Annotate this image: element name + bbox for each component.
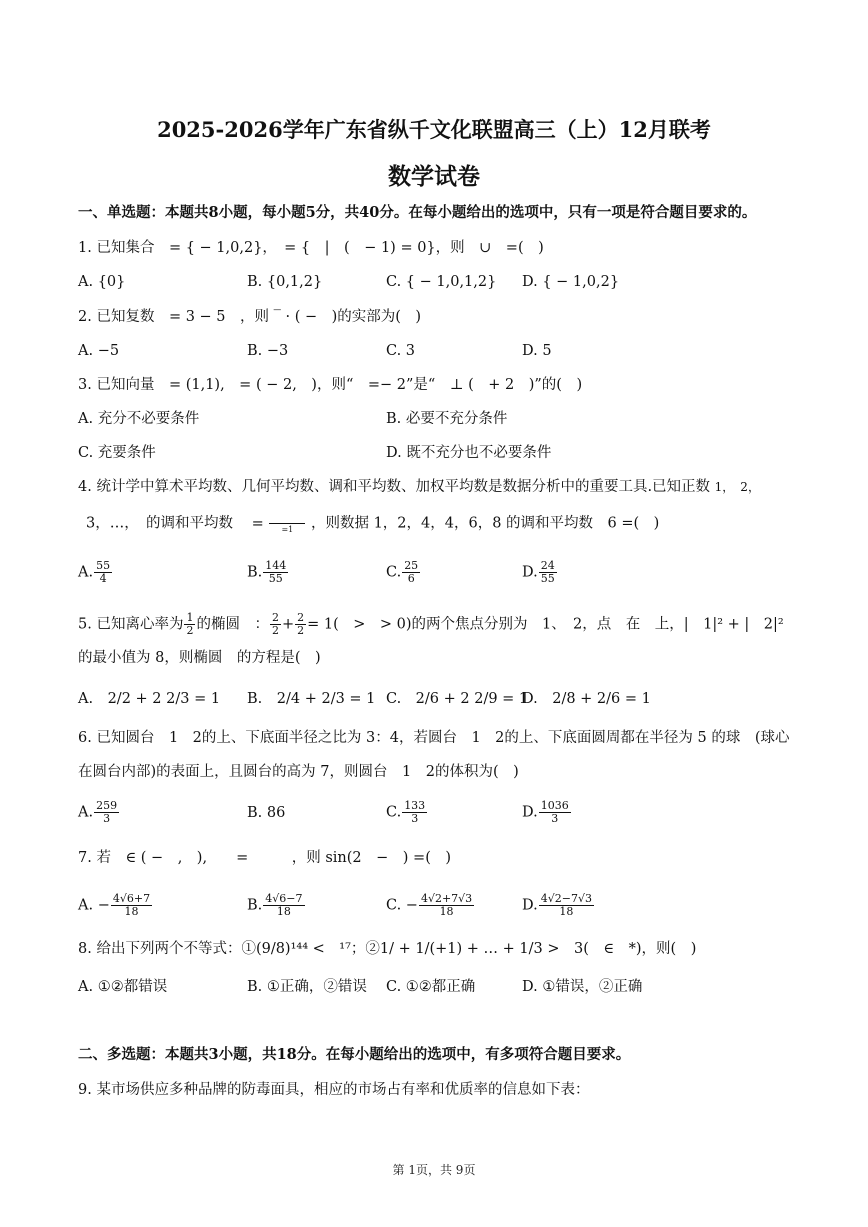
q4-b-num: 144: [265, 559, 287, 572]
question-6-stem-line2: 在圆台内部)的表面上，且圆台的高为 7，则圆台 1 2的体积为( ): [78, 764, 519, 780]
q4-option-b: [247, 560, 289, 585]
question-4-stem-line1: [78, 477, 760, 497]
q1-option-a: A. {0}: [78, 274, 126, 290]
q4-d-den: 55: [540, 572, 555, 585]
q4-b-den: 55: [268, 572, 283, 585]
q6-c-num: 133: [404, 799, 426, 812]
q1-option-c: C. { − 1,0,1,2}: [386, 274, 497, 290]
q4-d-num: 24: [540, 559, 555, 572]
q4-stem-tail: 1， 2，: [714, 480, 760, 494]
q7-c-num: 4√2+7√3: [420, 892, 473, 905]
q3-option-a: A. 充分不必要条件: [78, 411, 200, 427]
question-9-stem: 9. 某市场供应多种品牌的防毒面具，相应的市场占有率和优质率的信息如下表：: [78, 1082, 590, 1098]
question-1-stem: 1. 已知集合 = { − 1,0,2}， = { | ( − 1) = 0}，则 ∪ =( ): [78, 240, 544, 256]
question-5-stem-line2: 的最小值为 8，则椭圆 的方程是( ): [78, 650, 321, 666]
q4-equals: =: [251, 515, 264, 532]
exam-title: 2025-2026学年广东省纵千文化联盟高三（上）12月联考: [157, 117, 711, 142]
q7-b-num: 4√6−7: [265, 892, 303, 905]
q4-option-d: [522, 560, 558, 585]
q7-a-num: 4√6+7: [112, 892, 151, 905]
q6-option-b: B. 86: [247, 805, 286, 821]
q4-option-a: [78, 560, 113, 585]
q7-b-den: 18: [276, 905, 291, 918]
q6-d-num: 1036: [540, 799, 569, 812]
page-footer: 第 1页，共 9页: [392, 1163, 476, 1177]
q4-a-den: 4: [99, 572, 107, 585]
section-multi-choice: 二、多选题：本题共3小题，共18分。在每小题给出的选项中，有多项符合题目要求。: [78, 1046, 631, 1063]
q6-a-num: 259: [96, 799, 118, 812]
q1-option-b: B. {0,1,2}: [247, 274, 323, 290]
question-4-stem-line2: [86, 511, 659, 536]
q7-option-a: [78, 893, 153, 918]
q5-option-d: D. 2/8 + 2/6 = 1: [522, 691, 651, 707]
q5-stem-c: = 1( > > 0)的两个焦点分别为 1、 2，点 在 上，| 1|² + | 2|²: [307, 616, 784, 633]
question-6-stem-line1: 6. 已知圆台 1 2的上、下底面半径之比为 3：4，若圆台 1 2的上、下底面圆周都在半径为 5 的球 (球心: [78, 730, 790, 746]
q6-option-c-label: C.: [386, 804, 402, 821]
q8-option-c: C. ①②都正确: [386, 979, 476, 995]
q7-d-den: 18: [559, 905, 574, 918]
q4-c-num: 25: [404, 559, 419, 572]
q3-option-b: B. 必要不充分条件: [386, 411, 508, 427]
q6-d-den: 3: [551, 812, 559, 825]
q4-stem-text-2a: 3，…， 的调和平均数: [86, 515, 233, 532]
q5-option-c: C. 2/6 + 2 2/9 = 1: [386, 691, 529, 707]
q5-ecc-num: 1: [186, 611, 194, 624]
q8-option-d: D. ①错误，②正确: [522, 979, 643, 995]
q7-a-den: 18: [124, 905, 139, 918]
q5-option-b: B. 2/4 + 2/3 = 1: [247, 691, 376, 707]
q6-option-a: [78, 800, 120, 825]
question-2-stem: 2. 已知复数 = 3 − 5 ，则 ‾ · ( − )的实部为( ): [78, 309, 422, 325]
q4-a-num: 55: [96, 559, 111, 572]
q6-option-a-label: A.: [78, 804, 94, 821]
q1-option-d: D. { − 1,0,2}: [522, 274, 620, 290]
q4-option-b-label: B.: [247, 564, 263, 581]
q4-option-d-label: D.: [522, 564, 538, 581]
q4-option-c: [386, 560, 421, 585]
q3-option-d: D. 既不充分也不必要条件: [386, 445, 552, 461]
question-8-stem: 8. 给出下列两个不等式：①(9/8)¹⁴⁴ < ¹⁷；②1/ + 1/(+1) + … + 1/3 > 3( ∈ *)，则( ): [78, 941, 697, 957]
q5-stem-b: 的椭圆 ：: [196, 616, 269, 633]
q7-option-b: [247, 893, 306, 918]
q7-option-b-label: B.: [247, 897, 263, 914]
question-5-stem-line1: 5. 已知离心率为 $\frac{1}{2}$ 的椭圆 ： $\frac{2}{2}$ + $\frac{2}{2}$ = 1( > > 0)的两个焦点分别为 1、 2，点 在 上，| 1|² + | 2|²: [78, 611, 784, 637]
q5-ecc-den: 2: [186, 624, 194, 637]
question-3-stem: 3. 已知向量 = (1,1), = ( − 2, )，则“ =− 2”是“ ⊥ ( + 2 )”的( ): [78, 377, 583, 393]
q4-option-a-label: A.: [78, 564, 94, 581]
question-7-stem: 7. 若 ∈ ( − , ), = ，则 sin(2 − ) =( ): [78, 850, 452, 866]
q6-option-d: [522, 800, 572, 825]
q6-a-den: 3: [103, 812, 111, 825]
q8-option-b: B. ①正确，②错误: [247, 979, 367, 995]
q6-option-d-label: D.: [522, 804, 538, 821]
q4-stem-text-2b: ，则数据 1，2，4，4，6，8 的调和平均数 6 =( ): [310, 515, 660, 532]
q7-option-a-label: A. −: [78, 897, 110, 914]
q2-option-a: A. −5: [78, 343, 120, 359]
q7-option-c: [386, 893, 475, 918]
q7-c-den: 18: [439, 905, 454, 918]
q8-option-a: A. ①②都错误: [78, 979, 168, 995]
q2-option-d: D. 5: [522, 343, 552, 359]
q3-option-c: C. 充要条件: [78, 445, 156, 461]
q4-fraction-den: =1: [281, 525, 294, 534]
q5-stem-a: 5. 已知离心率为: [78, 616, 184, 633]
q6-c-den: 3: [411, 812, 419, 825]
section-single-choice: 一、单选题：本题共8小题，每小题5分，共40分。在每小题给出的选项中，只有一项是符合题目要求的。: [78, 204, 757, 221]
q5-option-a: A. 2/2 + 2 2/3 = 1: [78, 691, 221, 707]
exam-subtitle: 数学试卷: [388, 163, 480, 190]
q7-option-d-label: D.: [522, 897, 538, 914]
q7-option-c-label: C. −: [386, 897, 418, 914]
q6-option-c: [386, 800, 428, 825]
q4-harmonic-fraction: [269, 511, 305, 536]
q2-option-b: B. −3: [247, 343, 289, 359]
q2-option-c: C. 3: [386, 343, 416, 359]
q7-option-d: [522, 893, 595, 918]
q4-option-c-label: C.: [386, 564, 402, 581]
q4-stem-text: 4. 统计学中算术平均数、几何平均数、调和平均数、加权平均数是数据分析中的重要工具.已知正数: [78, 479, 711, 495]
q4-c-den: 6: [407, 572, 415, 585]
q7-d-num: 4√2−7√3: [540, 892, 592, 905]
